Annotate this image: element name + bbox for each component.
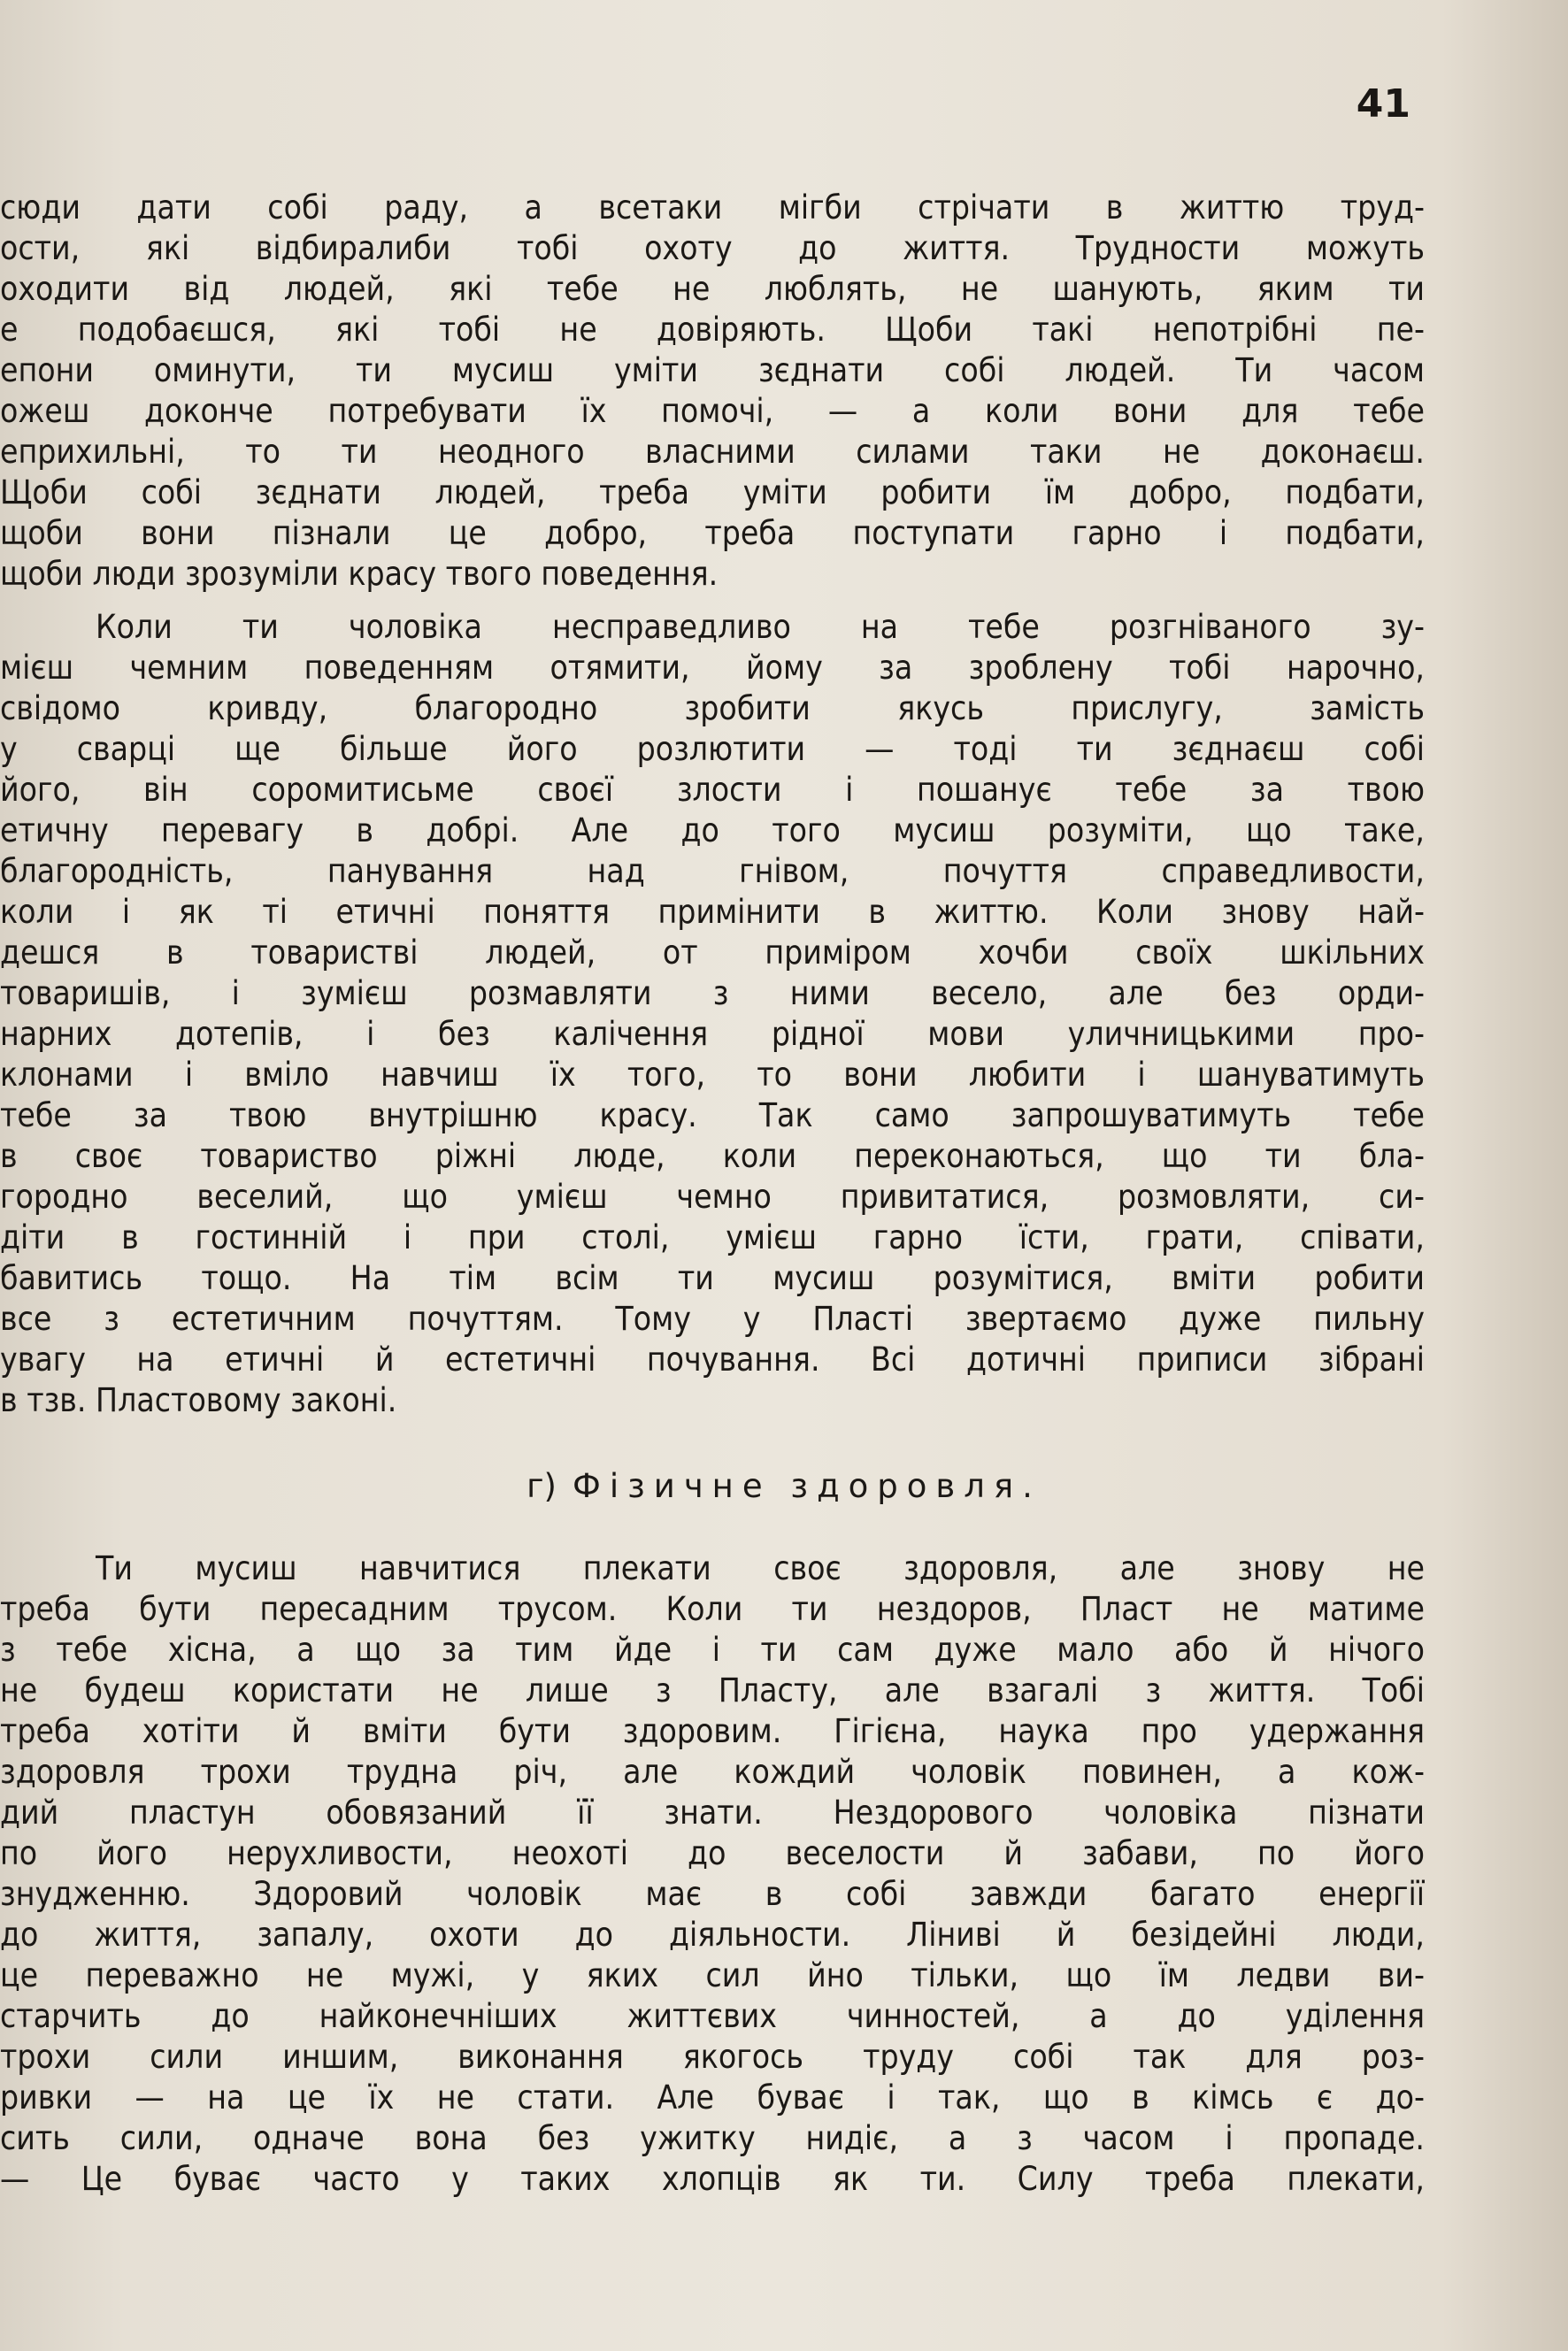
text-line: увагу на етичні й естетичні почування. Всі дотичні приписи зібрані — [0, 1341, 1425, 1379]
text-line: щоби вони пізнали це добро, треба поступати гарно і подбати, — [0, 514, 1425, 552]
text-line: знудженню. Здоровий чоловік має в собі завжди багато енергії — [0, 1875, 1425, 1913]
text-line: ожеш доконче потребувати їх помочі, — а коли вони для тебе — [0, 392, 1425, 430]
text-line: Щоби собі зєднати людей, треба уміти робити їм добро, подбати, — [0, 473, 1425, 511]
text-line: треба бути пересадним трусом. Коли ти нездоров, Пласт не матиме — [0, 1590, 1425, 1628]
text-line: все з естетичним почуттям. Тому у Пласті звертаємо дуже пильну — [0, 1300, 1425, 1338]
text-line: це переважно не мужі, у яких сил йно тільки, що їм ледви ви- — [0, 1956, 1425, 1994]
text-line: етичну перевагу в добрі. Але до того мусиш розуміти, що таке, — [0, 811, 1425, 849]
text-line: сить сили, одначе вона без ужитку нидіє, а з часом і пропаде. — [0, 2119, 1425, 2157]
page-number: 41 — [1356, 81, 1410, 127]
text-line: благородність, панування над гнівом, почуття справедливости, — [0, 852, 1425, 890]
text-line: дий пластун обовязаний її знати. Нездорового чоловіка пізнати — [0, 1794, 1425, 1832]
text-line: мієш чемним поведенням отямити, йому за зроблену тобі нарочно, — [0, 649, 1425, 687]
text-line: еприхильні, то ти неодного власними силами таки не доконаєш. — [0, 433, 1425, 471]
text-line: оходити від людей, які тебе не люблять, не шанують, яким ти — [0, 270, 1425, 308]
text-line: нарних дотепів, і без калічення рідної мови уличницькими про- — [0, 1015, 1425, 1053]
text-line: епони оминути, ти мусиш уміти зєднати собі людей. Ти часом — [0, 351, 1425, 389]
text-line: діти в гостинній і при столі, умієш гарно їсти, грати, співати, — [0, 1218, 1425, 1256]
text-line: треба хотіти й вміти бути здоровим. Гігієна, наука про удержання — [0, 1712, 1425, 1750]
text-line: ривки — на це їх не стати. Але буває і так, що в кімсь є до- — [0, 2078, 1425, 2117]
text-line: щоби люди зрозуміли красу твого поведення. — [0, 555, 719, 593]
text-line: коли і як ті етичні поняття примінити в життю. Коли знову най- — [0, 893, 1425, 931]
text-line: його, він соромитисьме своєї злости і пошанує тебе за твою — [0, 771, 1425, 809]
text-line: дешся в товаристві людей, от приміром хочби своїх шкільних — [0, 933, 1425, 972]
text-line: Коли ти чоловіка несправедливо на тебе розгніваного зу- — [96, 608, 1425, 646]
text-line: з тебе хісна, а що за тим йде і ти сам дуже мало або й нічого — [0, 1631, 1425, 1669]
text-line: Ти мусиш навчитися плекати своє здоровля, але знову не — [96, 1549, 1425, 1587]
text-line: товаришів, і зумієш розмавляти з ними весело, але без орди- — [0, 974, 1425, 1012]
text-line: клонами і вміло навчиш їх того, то вони любити і шануватимуть — [0, 1056, 1425, 1094]
text-line: свідомо кривду, благородно зробити якусь прислугу, замість — [0, 689, 1425, 727]
text-line: до життя, запалу, охоти до діяльности. Ліниві й безідейні люди, — [0, 1916, 1425, 1954]
text-line: старчить до найконечніших життєвих чинностей, а до уділення — [0, 1997, 1425, 2035]
text-line: бавитись тощо. На тім всім ти мусиш розумітися, вміти робити — [0, 1259, 1425, 1297]
text-line: ости, які відбиралиби тобі охоту до життя. Трудности можуть — [0, 229, 1425, 267]
text-line: у сварці ще більше його розлютити — тоді ти зєднаєш собі — [0, 730, 1425, 768]
text-line: не будеш користати не лише з Пласту, але взагалі з життя. Тобі — [0, 1671, 1425, 1709]
text-line: в своє товариство ріжні люде, коли переконаються, що ти бла- — [0, 1137, 1425, 1175]
text-line: трохи сили иншим, виконання якогось труду собі так для роз- — [0, 2038, 1425, 2076]
text-line: в тзв. Пластовому законі. — [0, 1381, 397, 1419]
text-line: — Це буває часто у таких хлопців як ти. Силу треба плекати, — [0, 2160, 1425, 2198]
text-line: сюди дати собі раду, а всетаки мігби стрічати в життю труд- — [0, 188, 1425, 227]
section-heading — [0, 1467, 1568, 1505]
text-line: городно веселий, що умієш чемно привитатися, розмовляти, си- — [0, 1178, 1425, 1216]
text-line: по його нерухливости, неохоті до веселости й забави, по його — [0, 1834, 1425, 1872]
section-heading-title: Фізичне здоровля. — [572, 1467, 1041, 1505]
section-heading-label: г) — [527, 1467, 557, 1505]
text-line: е подобаєшся, які тобі не довіряють. Щоби такі непотрібні пе- — [0, 311, 1425, 349]
text-line: тебе за твою внутрішню красу. Так само запрошуватимуть тебе — [0, 1096, 1425, 1134]
text-line: здоровля трохи трудна річ, але кождий чоловік повинен, а кож- — [0, 1753, 1425, 1791]
